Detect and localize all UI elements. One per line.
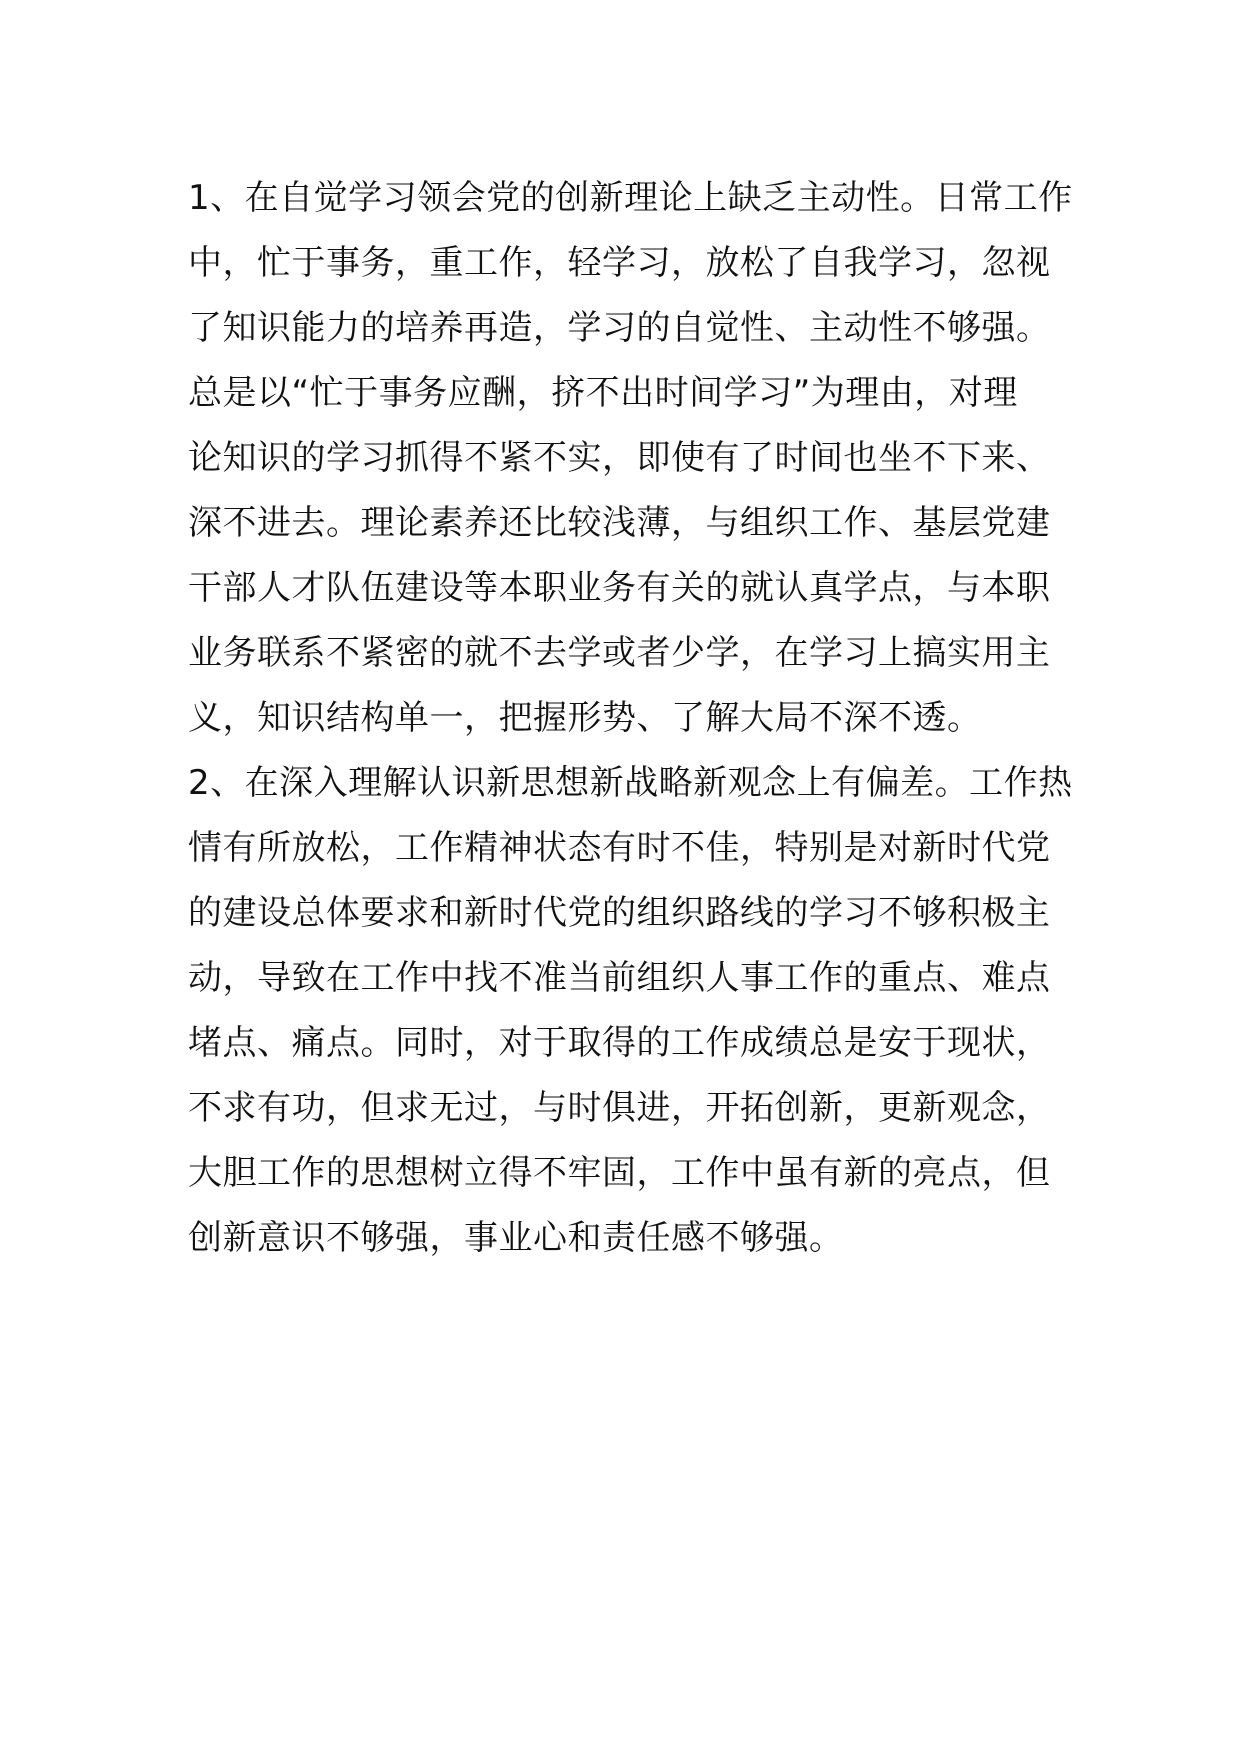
text-line: 不求有功，但求无过，与时俱进，开拓创新，更新观念， [188, 1088, 1051, 1128]
text-line: 大胆工作的思想树立得不牢固，工作中虽有新的亮点，但 [188, 1153, 1051, 1193]
text-line: 干部人才队伍建设等本职业务有关的就认真学点，与本职 [188, 568, 1051, 608]
text-line: 中，忙于事务，重工作，轻学习，放松了自我学习，忽视 [188, 243, 1051, 283]
text-line: 业务联系不紧密的就不去学或者少学，在学习上搞实用主 [188, 633, 1051, 673]
text-line: 2、在深入理解认识新思想新战略新观念上有偏差。工作热 [188, 763, 1073, 803]
text-line: 义，知识结构单一，把握形势、了解大局不深不透。 [188, 698, 982, 738]
text-line: 创新意识不够强，事业心和责任感不够强。 [188, 1218, 844, 1258]
text-line: 1、在自觉学习领会党的创新理论上缺乏主动性。日常工作 [188, 178, 1073, 218]
text-line: 深不进去。理论素养还比较浅薄，与组织工作、基层党建 [188, 503, 1051, 543]
text-line: 堵点、痛点。同时，对于取得的工作成绩总是安于现状， [188, 1023, 1051, 1063]
document-body [188, 166, 1073, 1271]
text-line: 情有所放松，工作精神状态有时不佳，特别是对新时代党 [188, 828, 1051, 868]
text-line: 论知识的学习抓得不紧不实，即使有了时间也坐不下来、 [188, 438, 1051, 478]
text-line: 动，导致在工作中找不准当前组织人事工作的重点、难点 [188, 958, 1051, 998]
text-line: 总是以“忙于事务应酬，挤不出时间学习”为理由，对理 [188, 373, 1018, 413]
text-line: 的建设总体要求和新时代党的组织路线的学习不够积极主 [188, 893, 1051, 933]
text-line: 了知识能力的培养再造，学习的自觉性、主动性不够强。 [188, 308, 1051, 348]
